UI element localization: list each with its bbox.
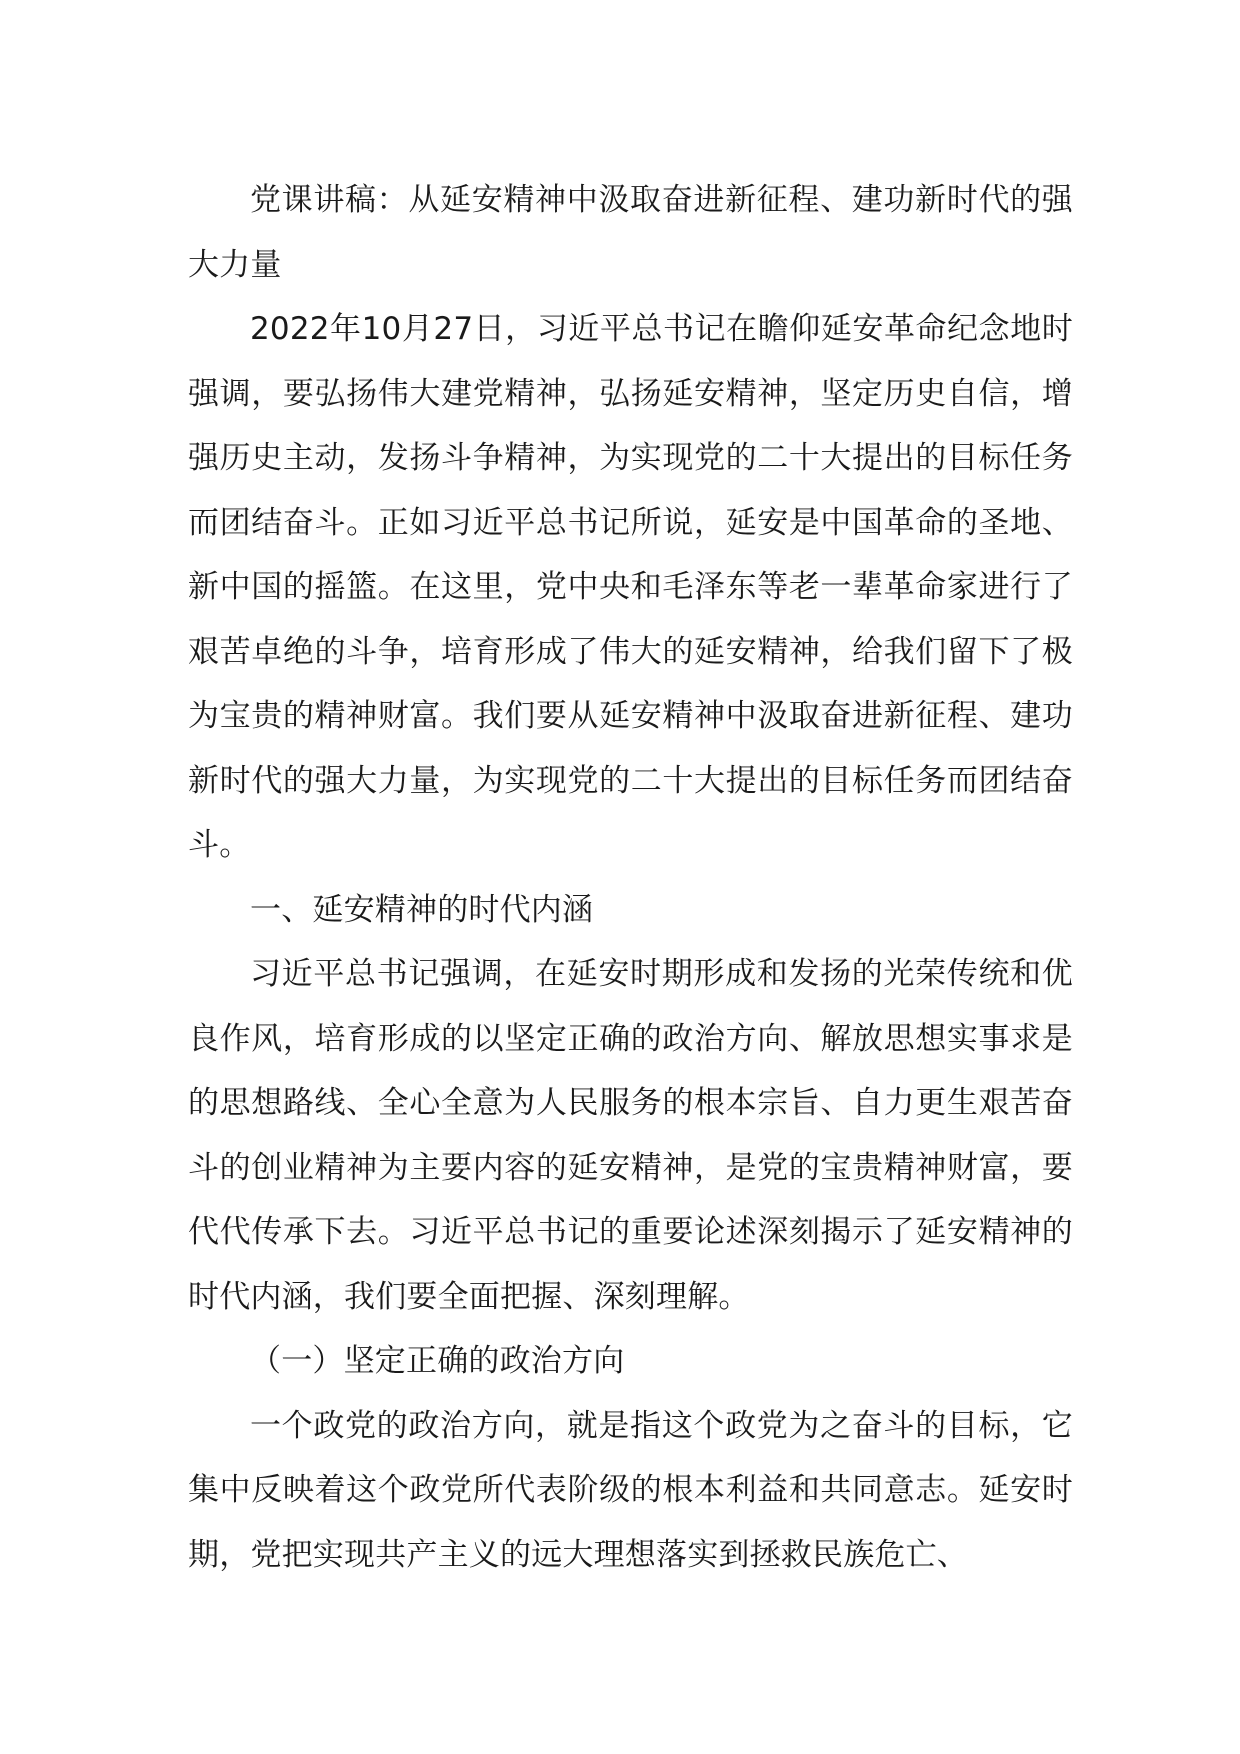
document-title: 党课讲稿：从延安精神中汲取奋进新征程、建功新时代的强大力量 xyxy=(188,182,1073,283)
subsection-paragraph: 一个政党的政治方向，就是指这个政党为之奋斗的目标，它集中反映着这个政党所代表阶级的根本利益和共同意志。延安时期，党把实现共产主义的远大理想落实到拯救民族危亡、 xyxy=(188,1407,1073,1573)
section-paragraph: 习近平总书记强调，在延安时期形成和发扬的光荣传统和优良作风，培育形成的以坚定正确的政治方向、解放思想实事求是的思想路线、全心全意为人民服务的根本宗旨、自力更生艰苦奋斗的创业精神为主要内容的延安精神，是党的宝贵精神财富，要代代传承下去。习近平总书记的重要论述深刻揭示了延安精神的时代内涵，我们要全面把握、深刻理解。 xyxy=(188,956,1073,1315)
subsection-heading: （一）坚定正确的政治方向 xyxy=(250,1343,625,1379)
section-heading: 一、延安精神的时代内涵 xyxy=(250,891,594,928)
intro-paragraph: 2022年10月27日，习近平总书记在瞻仰延安革命纪念地时强调，要弘扬伟大建党精神，弘扬延安精神，坚定历史自信，增强历史主动，发扬斗争精神，为实现党的二十大提出的目标任务而团结奋斗。正如习近平总书记所说，延安是中国革命的圣地、新中国的摇篮。在这里，党中央和毛泽东等老一辈革命家进行了艰苦卓绝的斗争，培育形成了伟大的延安精神，给我们留下了极为宝贵的精神财富。我们要从延安精神中汲取奋进新征程、建功新时代的强大力量，为实现党的二十大提出的目标任务而团结奋斗。 xyxy=(188,311,1073,863)
document-body xyxy=(188,168,1073,1587)
